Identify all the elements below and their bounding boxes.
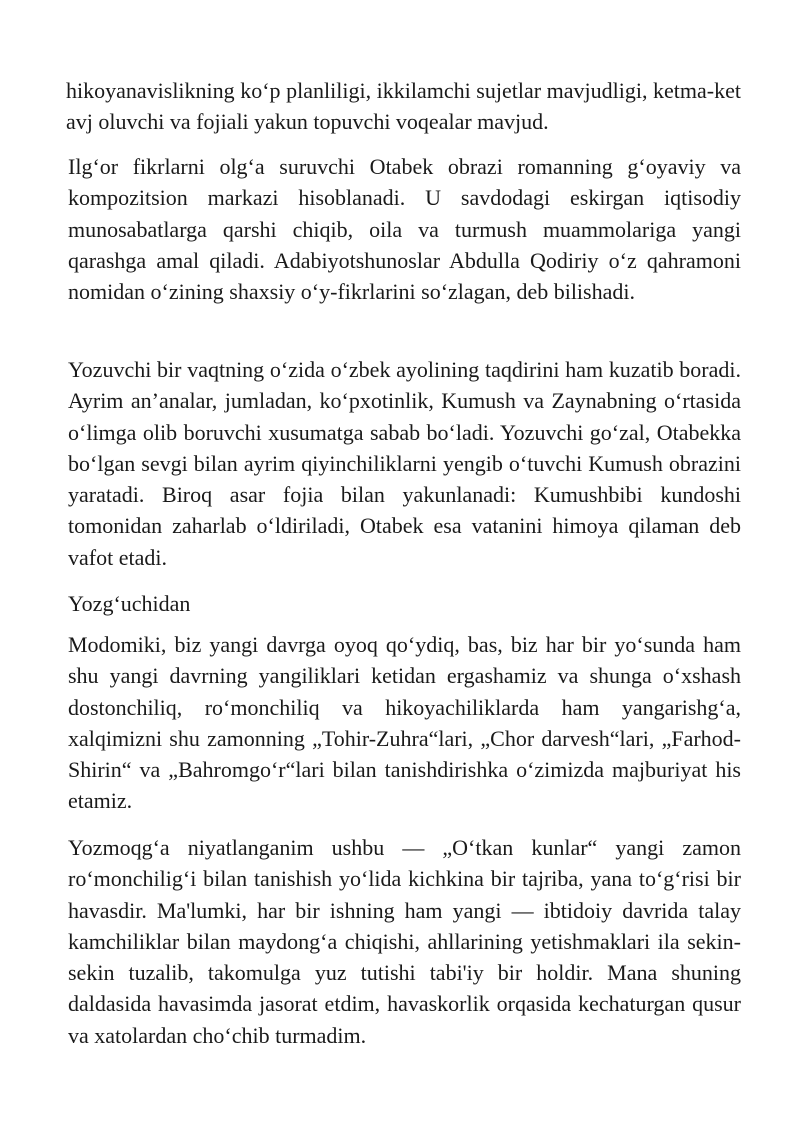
paragraph-modomiki: Modomiki, biz yangi davrga oyoq qo‘ydiq, bas, biz har bir yo‘sunda ham shu yangi davrning yangiliklari ketidan ergashamiz va shunga o‘xshash dostonchiliq, ro‘monchiliq va hikoyachiliklarda ham yangarishg‘a, xalqimizni shu zamonning „Tohir-Zuhra“lari, „Chor darvesh“lari, „Farhod-Shirin“ va „Bahromgo‘r“lari bilan tanishdirishka o‘zimizda majburiyat his etamiz.	[68, 632, 741, 814]
paragraph-kumush: Yozuvchi bir vaqtning o‘zida o‘zbek ayolining taqdirini ham kuzatib boradi. Ayrim an’analar, jumladan, ko‘pxotinlik, Kumush va Zaynabning o‘rtasida o‘limga olib boruvchi xusumatga sabab bo‘ladi. Yozuvchi go‘zal, Otabekka bo‘lgan sevgi bilan ayrim qiyinchiliklarni yengib o‘tuvchi Kumush obrazini yaratadi. Biroq asar fojia bilan yakunlanadi: Kumushbibi kundoshi tomonidan zaharlab o‘ldiriladi, Otabek esa vatanini himoya qilaman deb vafot etadi.	[68, 357, 741, 570]
paragraph-yozmoqga: Yozmoqg‘a niyatlanganim ushbu — „O‘tkan kunlar“ yangi zamon ro‘monchilig‘i bilan tanishish yo‘lida kichkina bir tajriba, yana to‘g‘risi bir havasdir. Ma'lumki, har bir ishning ham yangi — ibtidoiy davrida talay kamchiliklar bilan maydong‘a chiqishi, ahllarining yetishmaklari ila sekin-sekin tuzalib, takomulga yuz tutishi tabi'iy bir holdir. Mana shuning daldasida havasimda jasorat etdim, havaskorlik orqasida kechaturgan qusur va xatolardan cho‘chib turmadim.	[68, 835, 741, 1048]
section-heading-yozguchidan: Yozg‘uchidan	[68, 591, 191, 616]
paragraph-continuation: hikoyanavislikning ko‘p planliligi, ikkilamchi sujetlar mavjudligi, ketma-ket avj oluvchi va fojiali yakun topuvchi voqealar mavjud.	[66, 78, 741, 135]
paragraph-otabek: Ilg‘or fikrlarni olg‘a suruvchi Otabek obrazi romanning g‘oyaviy va kompozitsion markazi hisoblanadi. U savdodagi eskirgan iqtisodiy munosabatlarga qarshi chiqib, oila va turmush muammolariga yangi qarashga amal qiladi. Adabiyotshunoslar Abdulla Qodiriy o‘z qahramoni nomidan o‘zining shaxsiy o‘y-fikrlarini so‘zlagan, deb bilishadi.	[68, 154, 741, 305]
